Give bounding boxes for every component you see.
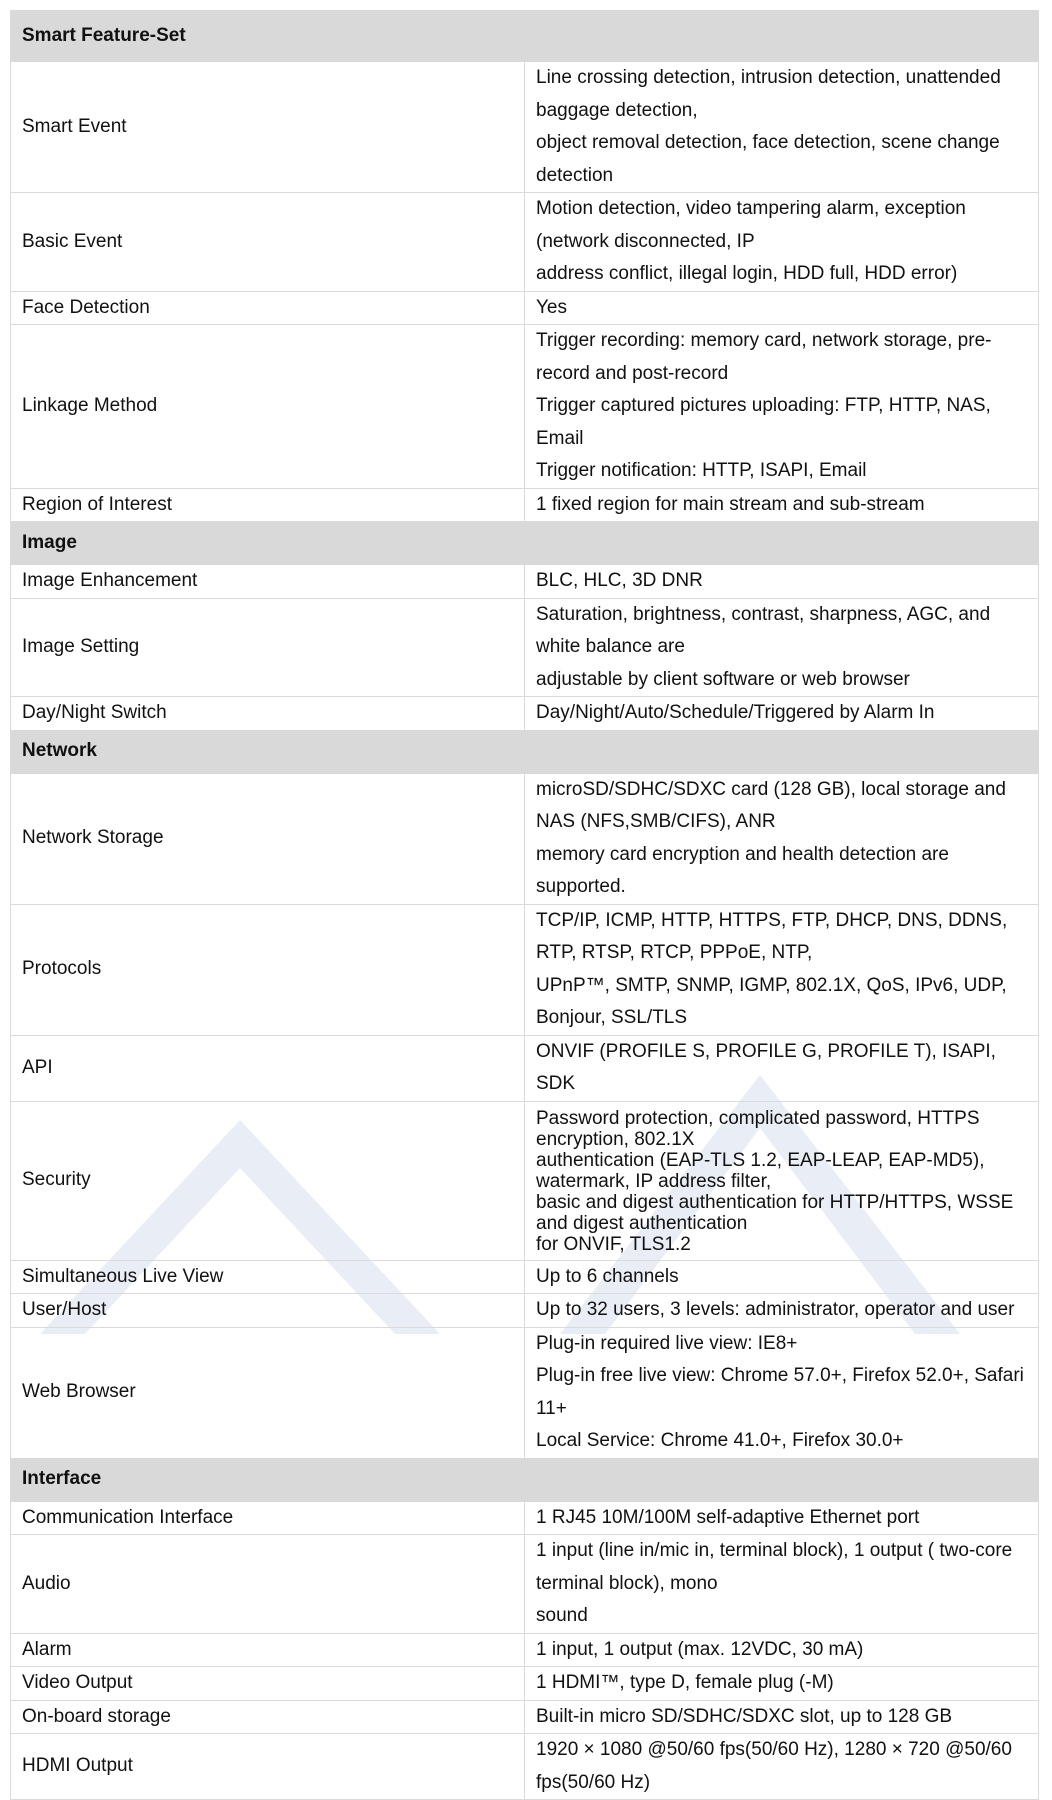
- spec-label: Security: [11, 1101, 525, 1260]
- spec-label: Communication Interface: [11, 1501, 525, 1535]
- spec-value: [525, 488, 1039, 522]
- spec-value-line: Password protection, complicated password, HTTPS encryption, 802.1X: [536, 1107, 980, 1150]
- spec-row: [11, 598, 1039, 697]
- spec-label: Protocols: [11, 904, 525, 1035]
- section-title: Network: [11, 730, 1039, 773]
- spec-value: [525, 62, 1039, 193]
- spec-row: [11, 1667, 1039, 1701]
- spec-row: [11, 773, 1039, 904]
- spec-row: [11, 1535, 1039, 1634]
- spec-value-line: 1920 × 1080 @50/60 fps(50/60 Hz), 1280 × 720 @50/60 fps(50/60 Hz): [536, 1739, 1012, 1793]
- section-header: [11, 11, 1039, 62]
- spec-value: [525, 1734, 1039, 1800]
- section-header: [11, 522, 1039, 565]
- spec-label: User/Host: [11, 1294, 525, 1328]
- spec-label: Region of Interest: [11, 488, 525, 522]
- spec-row: [11, 697, 1039, 731]
- spec-value-line: Line crossing detection, intrusion detection, unattended baggage detection,: [536, 67, 1001, 121]
- spec-value: [525, 325, 1039, 489]
- spec-value-line: sound: [536, 1605, 588, 1626]
- spec-value: [525, 697, 1039, 731]
- spec-value: [525, 1667, 1039, 1701]
- spec-label: Image Setting: [11, 598, 525, 697]
- spec-label: Web Browser: [11, 1327, 525, 1458]
- spec-value-line: Motion detection, video tampering alarm, exception (network disconnected, IP: [536, 198, 966, 252]
- spec-row: [11, 193, 1039, 292]
- spec-value-line: memory card encryption and health detection are supported.: [536, 843, 949, 897]
- spec-value: [525, 1035, 1039, 1101]
- spec-table-body: [11, 11, 1039, 1800]
- spec-value-line: Up to 6 channels: [536, 1265, 679, 1287]
- spec-value: [525, 904, 1039, 1035]
- spec-value-line: 1 input (line in/mic in, terminal block), 1 output ( two-core terminal block), mono: [536, 1540, 1013, 1594]
- spec-row: [11, 1734, 1039, 1800]
- spec-value: [525, 1700, 1039, 1734]
- spec-value: [525, 193, 1039, 292]
- spec-value: [525, 598, 1039, 697]
- spec-row: [11, 1260, 1039, 1294]
- spec-row: [11, 291, 1039, 325]
- spec-row: [11, 488, 1039, 522]
- spec-value: [525, 773, 1039, 904]
- spec-value-line: TCP/IP, ICMP, HTTP, HTTPS, FTP, DHCP, DNS, DDNS, RTP, RTSP, RTCP, PPPoE, NTP,: [536, 909, 1008, 963]
- spec-value-line: 1 fixed region for main stream and sub-stream: [536, 493, 925, 515]
- spec-value: [525, 565, 1039, 599]
- spec-value-line: Day/Night/Auto/Schedule/Triggered by Alarm In: [536, 702, 935, 723]
- spec-value-line: basic and digest authentication for HTTP/HTTPS, WSSE and digest authentication: [536, 1191, 1014, 1234]
- spec-row: [11, 325, 1039, 489]
- spec-value-line: 1 RJ45 10M/100M self-adaptive Ethernet port: [536, 1506, 920, 1528]
- spec-value-line: 1 HDMI™, type D, female plug (-M): [536, 1672, 834, 1693]
- spec-value-line: Trigger notification: HTTP, ISAPI, Email: [536, 460, 867, 481]
- spec-value-line: object removal detection, face detection, scene change detection: [536, 132, 1000, 186]
- spec-value-line: Local Service: Chrome 41.0+, Firefox 30.0+: [536, 1430, 904, 1451]
- section-title: Smart Feature-Set: [11, 11, 1039, 62]
- spec-label: Image Enhancement: [11, 565, 525, 599]
- spec-value-line: Plug-in required live view: IE8+: [536, 1332, 798, 1354]
- spec-value-line: Up to 32 users, 3 levels: administrator, operator and user: [536, 1299, 1015, 1320]
- spec-label: Alarm: [11, 1633, 525, 1667]
- spec-value-line: authentication (EAP-TLS 1.2, EAP-LEAP, EAP-MD5), watermark, IP address filter,: [536, 1149, 985, 1192]
- spec-row: [11, 1327, 1039, 1458]
- spec-value: [525, 1535, 1039, 1634]
- spec-row: [11, 1294, 1039, 1328]
- spec-value-line: ONVIF (PROFILE S, PROFILE G, PROFILE T), ISAPI, SDK: [536, 1040, 996, 1094]
- spec-label: On-board storage: [11, 1700, 525, 1734]
- spec-label: API: [11, 1035, 525, 1101]
- section-header: [11, 730, 1039, 773]
- spec-row: [11, 1101, 1039, 1260]
- spec-label: Smart Event: [11, 62, 525, 193]
- spec-value-line: Saturation, brightness, contrast, sharpness, AGC, and white balance are: [536, 603, 991, 657]
- spec-table: [10, 10, 1039, 1800]
- spec-value-line: microSD/SDHC/SDXC card (128 GB), local storage and NAS (NFS,SMB/CIFS), ANR: [536, 778, 1006, 832]
- spec-label: Face Detection: [11, 291, 525, 325]
- spec-label: Audio: [11, 1535, 525, 1634]
- spec-label: Video Output: [11, 1667, 525, 1701]
- spec-value-line: BLC, HLC, 3D DNR: [536, 570, 703, 591]
- spec-row: [11, 1700, 1039, 1734]
- spec-value: [525, 291, 1039, 325]
- spec-value-line: Yes: [536, 296, 567, 318]
- spec-row: [11, 1035, 1039, 1101]
- section-header: [11, 1458, 1039, 1501]
- spec-value-line: Trigger captured pictures uploading: FTP, HTTP, NAS, Email: [536, 395, 991, 449]
- spec-value-line: UPnP™, SMTP, SNMP, IGMP, 802.1X, QoS, IPv6, UDP, Bonjour, SSL/TLS: [536, 974, 1007, 1028]
- spec-value: [525, 1294, 1039, 1328]
- spec-row: [11, 904, 1039, 1035]
- spec-value-line: 1 input, 1 output (max. 12VDC, 30 mA): [536, 1638, 864, 1660]
- section-title: Image: [11, 522, 1039, 565]
- spec-label: HDMI Output: [11, 1734, 525, 1800]
- spec-value: [525, 1501, 1039, 1535]
- section-title: Interface: [11, 1458, 1039, 1501]
- spec-value: [525, 1260, 1039, 1294]
- spec-label: Linkage Method: [11, 325, 525, 489]
- spec-row: [11, 62, 1039, 193]
- spec-value-line: Trigger recording: memory card, network storage, pre-record and post-record: [536, 330, 992, 384]
- spec-label: Network Storage: [11, 773, 525, 904]
- spec-row: [11, 565, 1039, 599]
- spec-row: [11, 1501, 1039, 1535]
- spec-value-line: Built-in micro SD/SDHC/SDXC slot, up to 128 GB: [536, 1705, 953, 1727]
- spec-row: [11, 1633, 1039, 1667]
- spec-label: Basic Event: [11, 193, 525, 292]
- spec-value: [525, 1327, 1039, 1458]
- spec-label: Simultaneous Live View: [11, 1260, 525, 1294]
- spec-value: [525, 1101, 1039, 1260]
- spec-value-line: Plug-in free live view: Chrome 57.0+, Firefox 52.0+, Safari 11+: [536, 1365, 1024, 1419]
- spec-value: [525, 1633, 1039, 1667]
- spec-value-line: adjustable by client software or web browser: [536, 668, 910, 690]
- spec-value-line: address conflict, illegal login, HDD full, HDD error): [536, 263, 958, 284]
- spec-label: Day/Night Switch: [11, 697, 525, 731]
- spec-value-line: for ONVIF, TLS1.2: [536, 1233, 691, 1255]
